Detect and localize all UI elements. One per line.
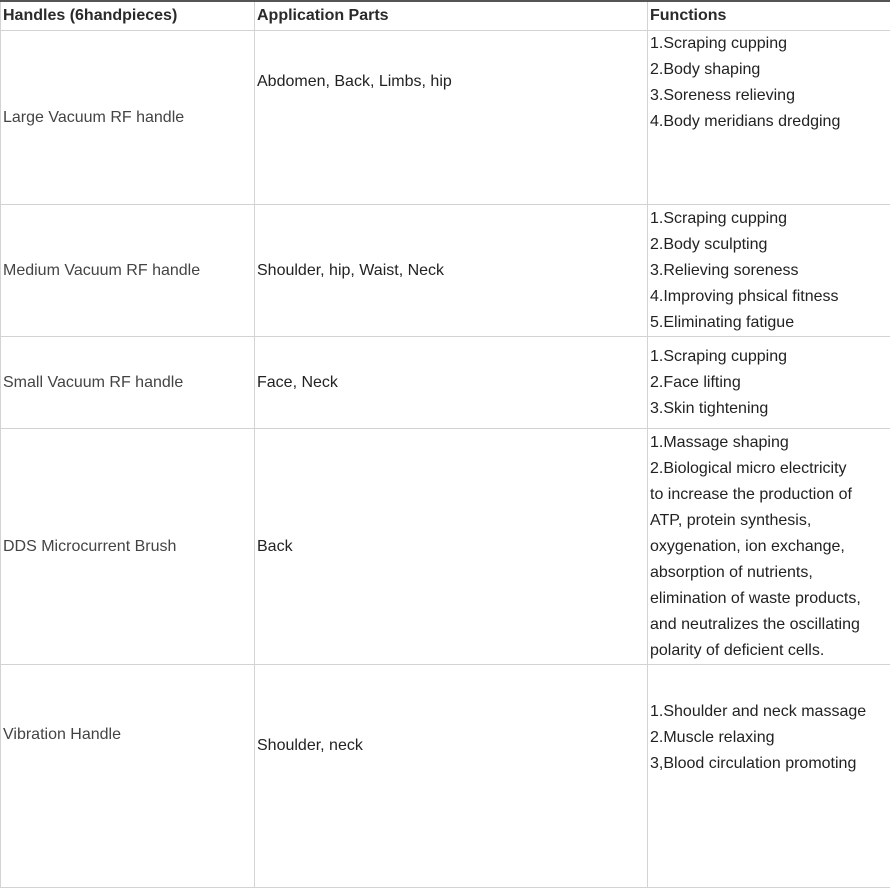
- table-row: [1, 665, 890, 888]
- application-parts-cell: Shoulder, neck: [255, 665, 648, 888]
- table-row: [1, 337, 890, 429]
- function-item: and neutralizes the oscillating: [650, 612, 890, 638]
- function-item: 3.Skin tightening: [650, 396, 890, 422]
- functions-cell: [648, 337, 890, 429]
- table-row: [1, 205, 890, 337]
- functions-cell: [648, 205, 890, 337]
- functions-cell: [648, 429, 890, 665]
- application-parts-cell: Shoulder, hip, Waist, Neck: [255, 205, 648, 337]
- function-item: to increase the production of: [650, 482, 890, 508]
- function-item: polarity of deficient cells.: [650, 638, 890, 664]
- header-application-parts: Application Parts: [255, 1, 648, 31]
- function-item: 2.Muscle relaxing: [650, 725, 890, 751]
- function-item: absorption of nutrients,: [650, 560, 890, 586]
- function-item: 5.Eliminating fatigue: [650, 310, 890, 336]
- function-item: 2.Body shaping: [650, 57, 890, 83]
- functions-cell: [648, 31, 890, 205]
- table-body: [1, 31, 890, 888]
- function-item: 4.Improving phsical fitness: [650, 284, 890, 310]
- function-item: 2.Face lifting: [650, 370, 890, 396]
- handle-name-cell: Vibration Handle: [1, 665, 255, 888]
- header-row: [1, 1, 890, 31]
- application-parts-cell: Abdomen, Back, Limbs, hip: [255, 31, 648, 205]
- application-parts-cell: Back: [255, 429, 648, 665]
- handle-name-cell: Small Vacuum RF handle: [1, 337, 255, 429]
- handle-name-cell: DDS Microcurrent Brush: [1, 429, 255, 665]
- header-functions: Functions: [648, 1, 890, 31]
- function-item: 1.Shoulder and neck massage: [650, 699, 890, 725]
- function-item: 4.Body meridians dredging: [650, 109, 890, 135]
- handle-name-cell: Large Vacuum RF handle: [1, 31, 255, 205]
- function-item: elimination of waste products,: [650, 586, 890, 612]
- function-item: ATP, protein synthesis,: [650, 508, 890, 534]
- function-item: 1.Scraping cupping: [650, 344, 890, 370]
- handle-name-cell: Medium Vacuum RF handle: [1, 205, 255, 337]
- function-item: 3,Blood circulation promoting: [650, 751, 890, 777]
- function-item: 1.Massage shaping: [650, 430, 890, 456]
- table-row: [1, 429, 890, 665]
- table-row: [1, 31, 890, 205]
- function-item: oxygenation, ion exchange,: [650, 534, 890, 560]
- function-item: 1.Scraping cupping: [650, 206, 890, 232]
- function-item: 3.Relieving soreness: [650, 258, 890, 284]
- function-item: 2.Body sculpting: [650, 232, 890, 258]
- functions-cell: [648, 665, 890, 888]
- function-item: 1.Scraping cupping: [650, 31, 890, 57]
- application-parts-cell: Face, Neck: [255, 337, 648, 429]
- function-item: 2.Biological micro electricity: [650, 456, 890, 482]
- header-handles: Handles (6handpieces): [1, 1, 255, 31]
- function-item: 3.Soreness relieving: [650, 83, 890, 109]
- table-header: [1, 1, 890, 31]
